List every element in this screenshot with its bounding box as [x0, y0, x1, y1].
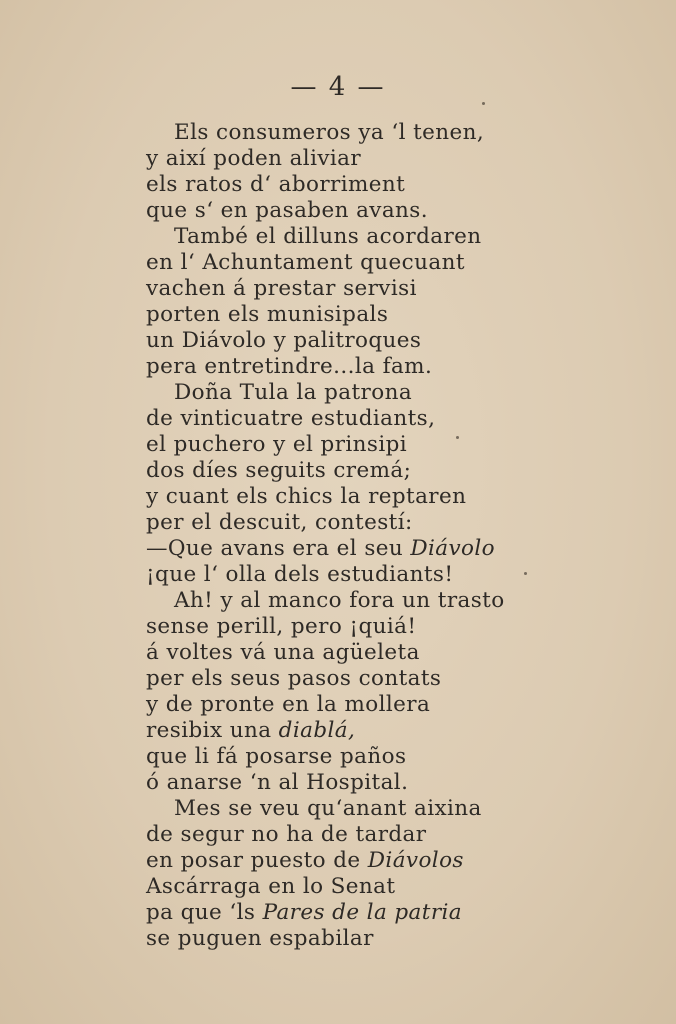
poem-line: [146, 250, 646, 276]
page-number: — 4 —: [290, 72, 386, 102]
poem-line-text: porten els munisipals: [146, 302, 389, 327]
poem-line-text: dos díes seguits cremá;: [146, 458, 412, 483]
poem-line-text: y cuant els chics la reptaren: [146, 484, 467, 509]
poem-line-text: —Que avans era el seu: [146, 536, 411, 561]
poem-text: [146, 120, 646, 952]
poem-line-text: un Diávolo y palitroques: [146, 328, 422, 353]
poem-line-text: se puguen espabilar: [146, 926, 374, 951]
poem-line-text: á voltes vá una agüeleta: [146, 640, 420, 665]
poem-line-text: sense perill, pero ¡quiá!: [146, 614, 417, 639]
poem-line: [146, 848, 646, 874]
poem-line-italic: Diávolos: [367, 848, 464, 873]
poem-line-text: de segur no ha de tardar: [146, 822, 427, 847]
poem-line: [146, 276, 646, 302]
poem-line: [146, 562, 646, 588]
poem-line: [146, 458, 646, 484]
poem-line-text: ¡que l‘ olla dels estudiants!: [146, 562, 454, 587]
poem-line-text: Doña Tula la patrona: [174, 380, 413, 405]
poem-line-text: els ratos d‘ aborriment: [146, 172, 406, 197]
poem-line-text: Ah! y al manco fora un trasto: [174, 588, 505, 613]
poem-line: [146, 692, 646, 718]
poem-line: [146, 536, 646, 562]
poem-line-text: pa que ‘ls: [146, 900, 263, 925]
poem-line: [146, 718, 646, 744]
poem-line-text: per el descuit, contestí:: [146, 510, 413, 535]
poem-line: [146, 354, 646, 380]
poem-line-text: Ascárraga en lo Senat: [146, 874, 396, 899]
poem-line: [146, 640, 646, 666]
poem-line-text: Els consumeros ya ‘l tenen,: [174, 120, 485, 145]
poem-line-text: y així poden aliviar: [146, 146, 362, 171]
poem-line-text: en l‘ Achuntament quecuant: [146, 250, 465, 275]
poem-line: [146, 484, 646, 510]
poem-line: [146, 302, 646, 328]
poem-line-text: en posar puesto de: [146, 848, 368, 873]
poem-line-text: de vinticuatre estudiants,: [146, 406, 436, 431]
poem-line-italic: Pares de la patria: [262, 900, 462, 925]
poem-line-text: pera entretindre...la fam.: [146, 354, 433, 379]
poem-line: [146, 744, 646, 770]
poem-line-text: resibix una: [146, 718, 279, 743]
poem-line: [146, 900, 646, 926]
poem-line: [146, 822, 646, 848]
speck: [482, 102, 485, 105]
poem-line-text: el puchero y el prinsipi: [146, 432, 408, 457]
poem-line: [146, 224, 646, 250]
poem-line: [146, 380, 646, 406]
poem-line: [146, 874, 646, 900]
poem-line: [146, 198, 646, 224]
poem-line: [146, 406, 646, 432]
poem-line: [146, 796, 646, 822]
poem-line: [146, 146, 646, 172]
poem-line-text: que s‘ en pasaben avans.: [146, 198, 428, 223]
poem-line: [146, 926, 646, 952]
poem-line: [146, 432, 646, 458]
poem-line-text: per els seus pasos contats: [146, 666, 442, 691]
poem-line-text: Mes se veu qu‘anant aixina: [174, 796, 482, 821]
poem-line-italic: Diávolo: [410, 536, 496, 561]
poem-line-text: També el dilluns acordaren: [174, 224, 482, 249]
speck: [524, 572, 527, 575]
poem-line: [146, 328, 646, 354]
poem-line-text: ó anarse ‘n al Hospital.: [146, 770, 409, 795]
poem-line: [146, 588, 646, 614]
poem-line: [146, 614, 646, 640]
speck: [456, 436, 459, 439]
poem-line: [146, 770, 646, 796]
poem-line: [146, 172, 646, 198]
poem-line: [146, 120, 646, 146]
poem-line-text: y de pronte en la mollera: [146, 692, 431, 717]
poem-line: [146, 510, 646, 536]
poem-line-text: que li fá posarse paños: [146, 744, 407, 769]
poem-line-italic: diablá,: [278, 718, 356, 743]
poem-line: [146, 666, 646, 692]
poem-line-text: vachen á prestar servisi: [146, 276, 417, 301]
